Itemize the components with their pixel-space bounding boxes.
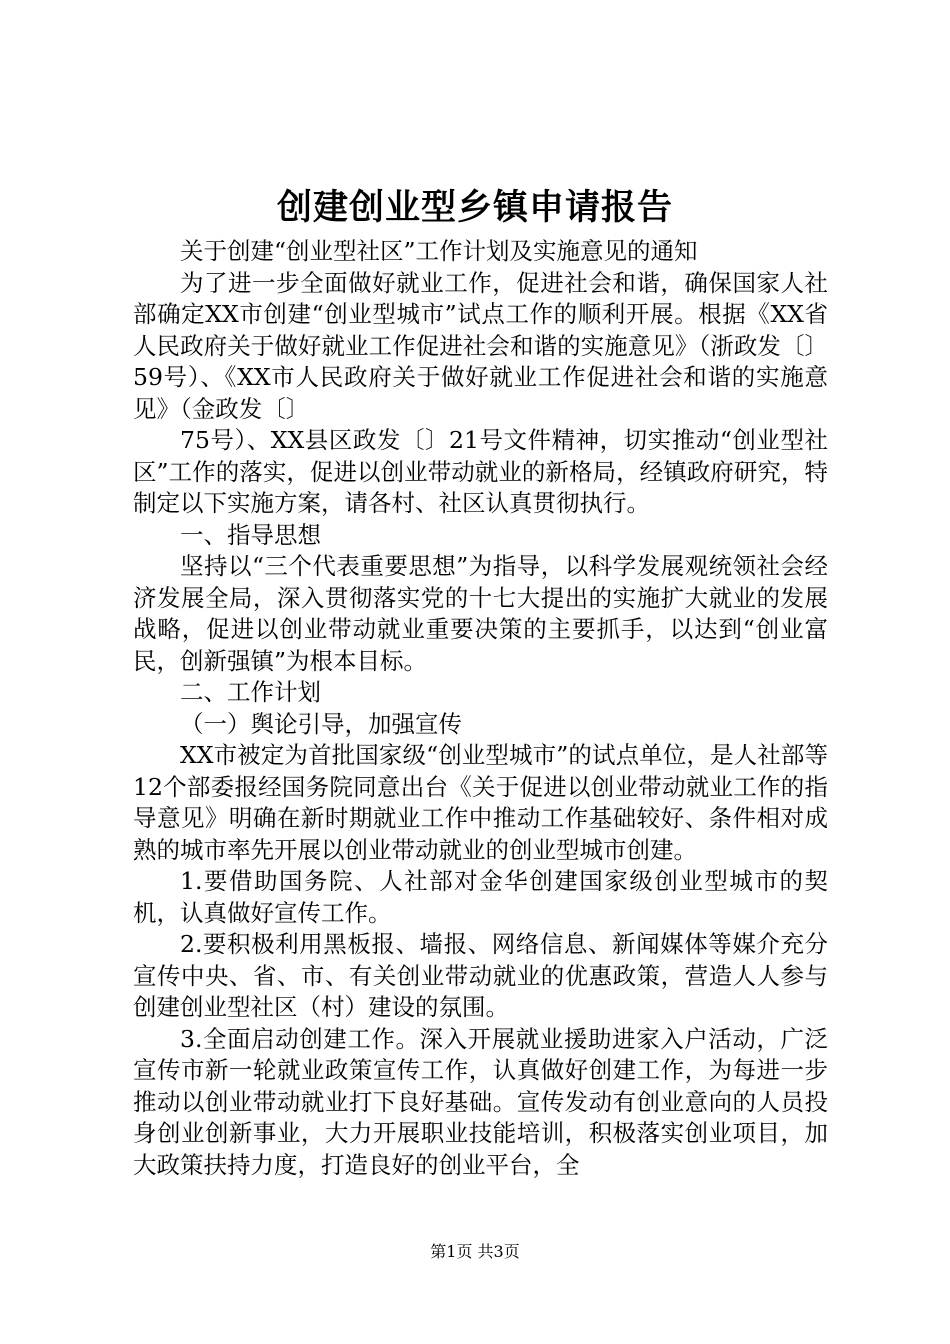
list-item-1: 1.要借助国务院、人社部对金华创建国家级创业型城市的契机，认真做好宣传工作。 bbox=[133, 867, 828, 927]
section-heading-work-plan: 二、工作计划 bbox=[180, 678, 321, 706]
paragraph-pilot-city: XX市被定为首批国家级“创业型城市”的试点单位，是人社部等12个部委报经国务院同意出台《关于促进以创业带动就业工作的指导意见》明确在新时期就业工作中推动工作基础较好、条件相对成熟的城市率先开展以创业带动就业的创业型城市创建。 bbox=[133, 741, 828, 864]
paragraph-notice-title: 关于创建“创业型社区”工作计划及实施意见的通知 bbox=[180, 237, 698, 265]
list-item-3: 3.全面启动创建工作。深入开展就业援助进家入户活动，广泛宣传市新一轮就业政策宣传工作，认真做好创建工作，为每进一步推动以创业带动就业打下良好基础。宣传发动有创业意向的人员投身创业创新事业，大力开展职业技能培训，积极落实创业项目，加大政策扶持力度，打造良好的创业平台，全 bbox=[133, 1024, 828, 1179]
paragraph-intro-continued: 75号）、XX县区政发〔〕21号文件精神，切实推动“创业型社区”工作的落实，促进以创业带动就业的新格局，经镇政府研究，特制定以下实施方案，请各村、社区认真贯彻执行。 bbox=[133, 426, 828, 517]
section-heading-guiding-thought: 一、指导思想 bbox=[180, 520, 321, 549]
subsection-heading-publicity: （一）舆论引导，加强宣传 bbox=[180, 709, 462, 738]
list-item-2: 2.要积极利用黑板报、墙报、网络信息、新闻媒体等媒介充分宣传中央、省、市、有关创业带动就业的优惠政策，营造人人参与创建创业型社区（村）建设的氛围。 bbox=[133, 930, 828, 1021]
paragraph-guiding-thought: 坚持以“三个代表重要思想”为指导，以科学发展观统领社会经济发展全局，深入贯彻落实党的十七大提出的实施扩大就业的发展战略，促进以创业带动就业重要决策的主要抓手，以达到“创业富民，创新强镇”为根本目标。 bbox=[133, 552, 828, 675]
paragraph-intro: 为了进一步全面做好就业工作，促进社会和谐，确保国家人社部确定XX市创建“创业型城市”试点工作的顺利开展。根据《XX省人民政府关于做好就业工作促进社会和谐的实施意见》（浙政发〔〕59号）、《XX市人民政府关于做好就业工作促进社会和谐的实施意见》（金政发〔〕 bbox=[133, 268, 828, 423]
page-footer: 第1页 共3页 bbox=[430, 1242, 520, 1261]
document-title: 创建创业型乡镇申请报告 bbox=[276, 187, 673, 228]
document-body bbox=[133, 236, 828, 1181]
